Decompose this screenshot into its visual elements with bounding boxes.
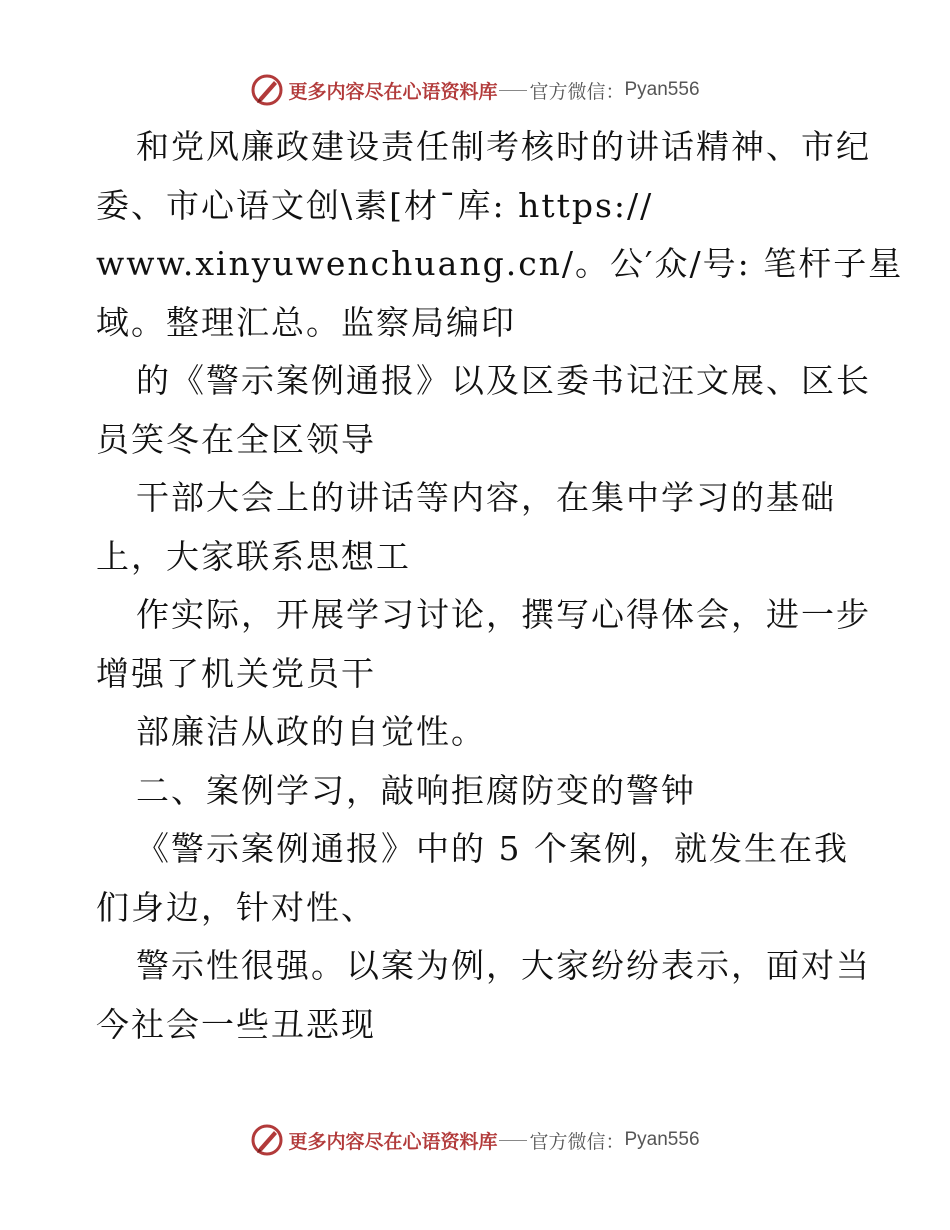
text-line: 干部大会上的讲话等内容，在集中学习的基础 [136, 478, 836, 517]
watermark-footer [0, 1122, 950, 1158]
text-line: 员笑冬在全区领导 [96, 419, 376, 459]
watermark-wechat-id: Pyan556 [624, 79, 700, 100]
text-line: 域。整理汇总。监察局编印 [96, 302, 516, 342]
watermark-wechat-id: Pyan556 [624, 1129, 700, 1150]
text-line: www.xinyuwenchuang.cn/。公′众/号: 笔杆子星 [96, 244, 904, 283]
text-line: 和党风廉政建设责任制考核时的讲话精神、市纪 [136, 127, 871, 166]
text-line: 的《警示案例通报》以及区委书记汪文展、区长 [136, 361, 871, 400]
text-line: 上，大家联系思想工 [96, 536, 411, 576]
text-line: 《警示案例通报》中的 5 个案例，就发生在我 [136, 829, 849, 868]
section-heading: 二、案例学习，敲响拒腐防变的警钟 [136, 770, 696, 810]
watermark-divider [499, 90, 527, 91]
watermark-sub-label: 官方微信： [529, 1130, 625, 1153]
pen-logo-icon [250, 1123, 284, 1157]
watermark-sub-label: 官方微信： [529, 80, 625, 103]
text-line: 作实际，开展学习讨论，撰写心得体会，进一步 [136, 595, 871, 634]
document-body [96, 118, 904, 1054]
text-line: 增强了机关党员干 [96, 653, 376, 693]
watermark-title: 更多内容尽在心语资料库 [288, 1130, 498, 1153]
pen-logo-icon [250, 73, 284, 107]
text-line: 们身边，针对性、 [96, 887, 376, 927]
text-line: 委、市心语文创\素[材¯库: https:// [96, 185, 654, 225]
watermark-header [0, 72, 950, 108]
text-line: 今社会一些丑恶现 [96, 1004, 376, 1044]
text-line: 部廉洁从政的自觉性。 [136, 712, 486, 751]
watermark-divider [499, 1140, 527, 1141]
text-line: 警示性很强。以案为例，大家纷纷表示，面对当 [136, 946, 871, 985]
watermark-title: 更多内容尽在心语资料库 [288, 80, 498, 103]
